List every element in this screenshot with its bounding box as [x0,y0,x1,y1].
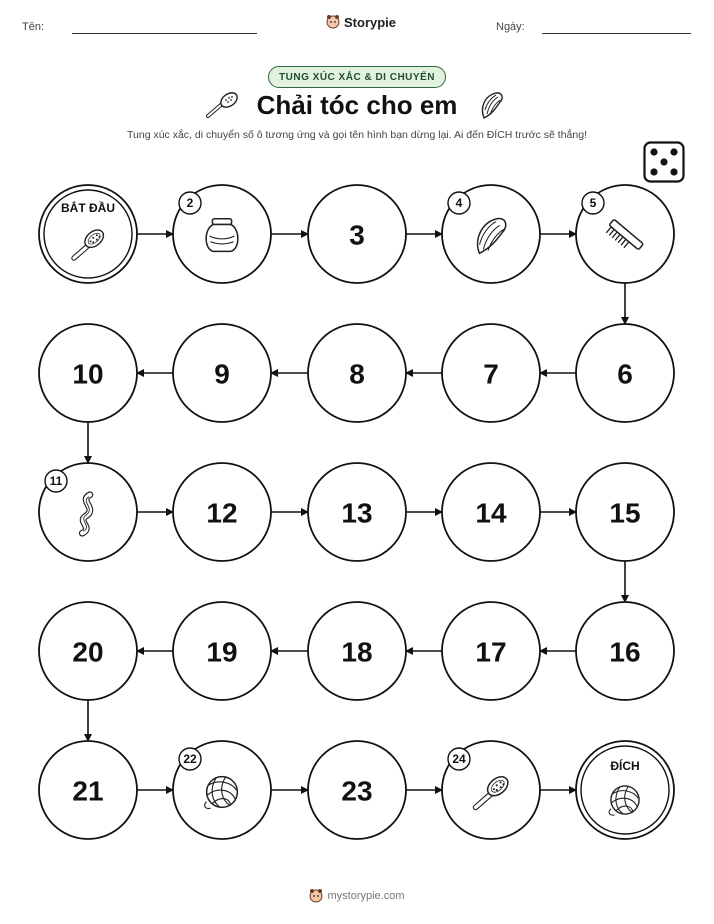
space-number: 5 [589,196,597,210]
space-number: 21 [72,775,104,807]
board-space-18[interactable] [308,602,406,700]
board-space-21[interactable] [39,741,137,839]
board-space-16[interactable] [576,602,674,700]
finish-space[interactable] [576,741,674,839]
board-space-14[interactable] [442,463,540,561]
space-number: 9 [214,358,230,390]
space-number: 10 [72,358,104,390]
board-space-10[interactable] [39,324,137,422]
brand-name: Storypie [344,14,397,30]
space-number: 23 [341,775,373,807]
space-number: 4 [455,196,463,210]
board-space-22[interactable] [173,741,271,839]
date-label: Ngày: [496,21,525,33]
board-space-9[interactable] [173,324,271,422]
board-space-20[interactable] [39,602,137,700]
footer [0,888,714,904]
space-number: 11 [49,474,63,488]
board-space-17[interactable] [442,602,540,700]
space-number: 17 [475,636,507,668]
board-space-4[interactable] [442,185,540,283]
board-space-15[interactable] [576,463,674,561]
hair-strand-icon [82,495,90,533]
space-number: 16 [609,636,641,668]
space-number: 20 [72,636,104,668]
space-number: 2 [186,196,194,210]
board-space-11[interactable] [39,463,137,561]
board-space-19[interactable] [173,602,271,700]
space-number: 15 [609,497,641,529]
board-space-13[interactable] [308,463,406,561]
space-number: 6 [617,358,633,390]
board-cells [39,185,674,839]
page-title: Chải tóc cho em [256,90,458,120]
space-number: 22 [183,752,197,766]
space-number: 3 [349,219,365,251]
name-label: Tên: [22,21,45,33]
instructions: Tung xúc xắc, di chuyển số ô tương ứng và gọi tên hình bạn dừng lại. Ai đến ĐÍCH trước sẽ thắng! [126,129,587,141]
space-number: 8 [349,358,365,390]
game-type-tag: TUNG XÚC XẮC & DI CHUYỂN [268,66,446,88]
board-space-6[interactable] [576,324,674,422]
board-space-2[interactable] [173,185,271,283]
board-space-12[interactable] [173,463,271,561]
space-number: 14 [475,497,507,529]
start-space[interactable] [39,185,137,283]
space-number: 24 [452,752,466,766]
board-space-5[interactable] [576,185,674,283]
space-number: 19 [206,636,238,668]
start-label: BẮT ĐẦU [61,201,115,215]
board-space-3[interactable] [308,185,406,283]
board-space-23[interactable] [308,741,406,839]
board-space-8[interactable] [308,324,406,422]
space-number: 7 [483,358,499,390]
board-space-7[interactable] [442,324,540,422]
space-number: 12 [206,497,238,529]
storypie-logo-icon [309,888,323,904]
footer-url[interactable]: mystorypie.com [327,890,405,902]
finish-label: ĐÍCH [610,759,640,773]
space-number: 13 [341,497,373,529]
board-space-24[interactable] [442,741,540,839]
space-number: 18 [341,636,373,668]
